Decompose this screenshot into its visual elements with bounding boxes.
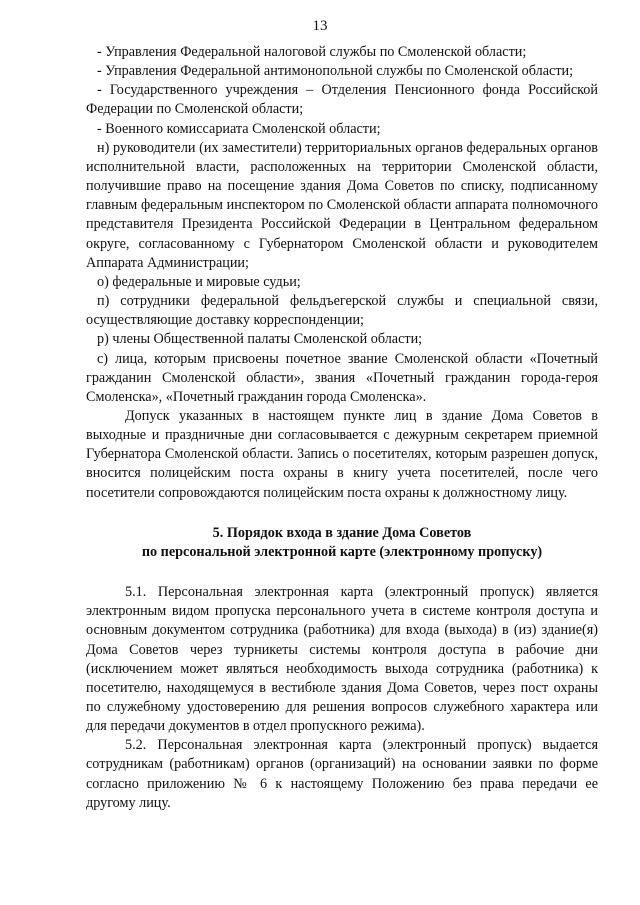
- paragraph-fns: - Управления Федеральной налоговой службы по Смоленской области;: [97, 44, 527, 60]
- paragraph-5-1: 5.1. Персональная электронная карта (электронный пропуск) является электронным видом пропуска персонального учета в системе контроля доступа и основным документом сотрудника (работника) для входа (выхода) в (из) здание(я) Дома Советов через турникеты системы контроля доступа в рабочие дни (исключением может являться необходимость выхода сотрудника (работника) к посетителю, находящемуся в вестибюле здания Дома Советов, через пост охраны по служебному удостоверению для решения вопросов служебного характера или для передачи документов в отдел пропускного режима).: [86, 584, 598, 735]
- paragraph-r: р) члены Общественной палаты Смоленской области;: [97, 331, 423, 348]
- paragraph-s: с) лица, которым присвоены почетное звание Смоленской области «Почетный гражданин Смоленской области», звания «Почетный гражданин города-героя Смоленска», «Почетный гражданин города Смоленска».: [86, 350, 598, 405]
- document-body: [86, 43, 598, 813]
- paragraph-military: - Военного комиссариата Смоленской области;: [97, 120, 381, 137]
- section-5-body: [86, 583, 598, 813]
- paragraph-pfr: - Государственного учреждения – Отделения Пенсионного фонда Российской Федерации по Смоленской области;: [86, 82, 598, 118]
- section-title-line-1: 5. Порядок входа в здание Дома Советов: [212, 524, 472, 541]
- paragraph-p: п) сотрудники федеральной фельдъегерской службы и специальной связи, осуществляющие доставку корреспонденции;: [86, 293, 598, 329]
- page-number: 13: [312, 18, 328, 34]
- paragraph-fas: - Управления Федеральной антимонопольной службы по Смоленской области;: [97, 63, 574, 80]
- paragraph-admission: Допуск указанных в настоящем пункте лиц в здание Дома Советов в выходные и праздничные дни согласовывается с дежурным секретарем приемной Губернатора Смоленской области. Запись о посетителях, которым разрешен допуск, вносится полицейским поста охраны в книгу учета посетителей, после чего посетители сопровождаются полицейским поста охраны к должностному лицу.: [86, 407, 598, 501]
- paragraph-n: н) руководители (их заместители) территориальных органов федеральных органов исполнительной власти, расположенных на территории Смоленской области, получившие право на посещение здания Дома Советов по списку, подписанному главным федеральным инспектором по Смоленской области аппарата полномочного представителя Президента Российской Федерации в Центральном федеральном округе, согласованному с Губернатором Смоленской области и руководителем Аппарата Администрации;: [86, 139, 598, 271]
- paragraph-5-2: 5.2. Персональная электронная карта (электронный пропуск) выдается сотрудникам (работникам) органов (организаций) на основании заявки по форме согласно приложению № 6 к настоящему Положению без права передачи ее другому лицу.: [86, 737, 598, 811]
- section-title-line-2: по персональной электронной карте (электронному пропуску): [141, 543, 543, 560]
- section-5-heading: [86, 524, 598, 562]
- paragraph-o: о) федеральные и мировые судьи;: [97, 273, 301, 290]
